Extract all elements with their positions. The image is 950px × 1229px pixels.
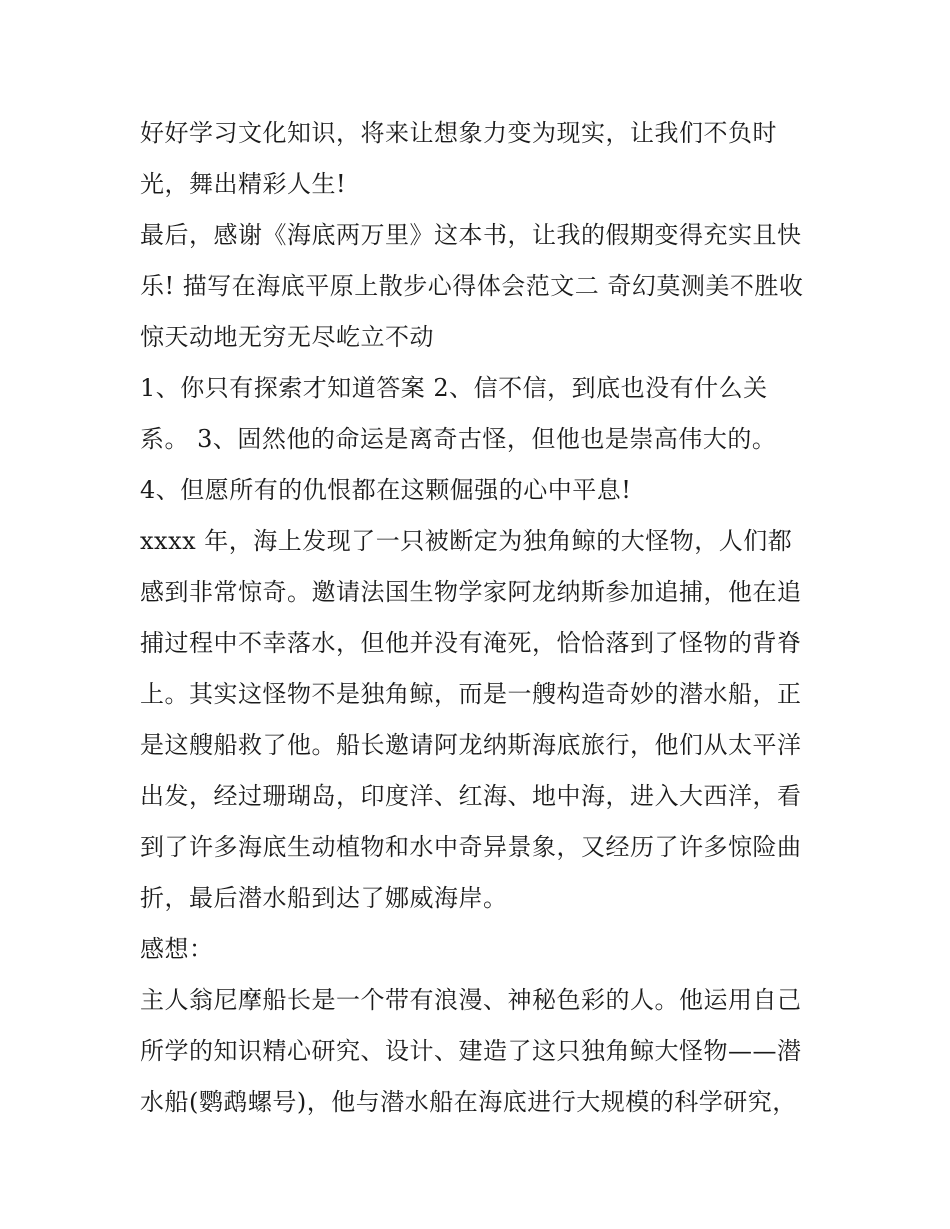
text-line: 4、但愿所有的仇恨都在这颗倔强的心中平息! <box>140 476 632 504</box>
text-line: 1、你只有探索才知道答案 2、信不信，到底也没有什么关 <box>140 374 768 402</box>
text-line: 水船(鹦鹉螺号)，他与潜水船在海底进行大规模的科学研究， <box>140 1088 797 1116</box>
text-line: 所学的知识精心研究、设计、建造了这只独角鲸大怪物——潜 <box>140 1037 802 1065</box>
text-line: 感到非常惊奇。邀请法国生物学家阿龙纳斯参加追捕，他在追 <box>140 578 802 606</box>
document-body <box>140 108 830 1128</box>
text-line: 到了许多海底生动植物和水中奇异景象，又经历了许多惊险曲 <box>140 833 802 861</box>
text-line: 出发，经过珊瑚岛，印度洋、红海、地中海，进入大西洋，看 <box>140 782 802 810</box>
text-line: 捕过程中不幸落水，但他并没有淹死，恰恰落到了怪物的背脊 <box>140 629 802 657</box>
text-line: 上。其实这怪物不是独角鲸，而是一艘构造奇妙的潜水船，正 <box>140 680 802 708</box>
text-line: 最后，感谢《海底两万里》这本书，让我的假期变得充实且快 <box>140 221 802 249</box>
text-line: 主人翁尼摩船长是一个带有浪漫、神秘色彩的人。他运用自己 <box>140 986 802 1014</box>
text-line: 惊天动地无穷无尽屹立不动 <box>140 323 434 351</box>
text-line: 折，最后潜水船到达了娜威海岸。 <box>140 884 508 912</box>
text-line: 乐! 描写在海底平原上散步心得体会范文二 奇幻莫测美不胜收 <box>140 272 804 300</box>
text-line: 好好学习文化知识，将来让想象力变为现实，让我们不负时 <box>140 119 777 147</box>
section-heading: 感想： <box>140 935 214 963</box>
text-line: xxxx 年，海上发现了一只被断定为独角鲸的大怪物，人们都 <box>140 527 793 555</box>
text-line: 系。 3、固然他的命运是离奇古怪，但他也是崇高伟大的。 <box>140 425 777 453</box>
text-line: 是这艘船救了他。船长邀请阿龙纳斯海底旅行，他们从太平洋 <box>140 731 802 759</box>
text-line: 光，舞出精彩人生! <box>140 170 347 198</box>
